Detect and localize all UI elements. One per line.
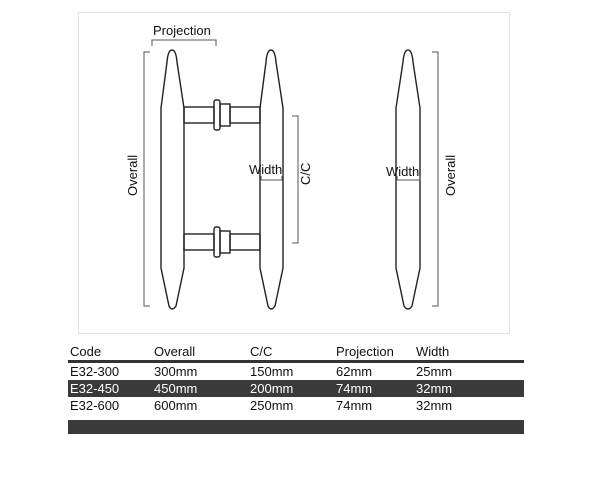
cell-projection: 62mm (336, 364, 373, 379)
table-row (68, 397, 524, 414)
upper-standoff (184, 100, 260, 130)
cell-projection: 74mm (336, 398, 373, 413)
cell-overall: 600mm (154, 398, 198, 413)
lower-standoff (184, 227, 260, 257)
cell-width: 32mm (416, 381, 453, 396)
cell-cc: 200mm (250, 381, 294, 396)
cell-code: E32-600 (70, 398, 120, 413)
cell-cc: 150mm (250, 364, 294, 379)
overall-right-dim-line (432, 52, 438, 306)
cell-code: E32-300 (70, 364, 120, 379)
header-width: Width (416, 344, 450, 359)
overall-right-label: Overall (443, 154, 458, 196)
width-right-label: Width (386, 164, 420, 179)
projection-dim-line (152, 40, 216, 46)
overall-left-label: Overall (125, 154, 140, 196)
overall-left-dim-line (144, 52, 150, 306)
table-row (68, 380, 524, 397)
cell-overall: 450mm (154, 381, 198, 396)
table-row (68, 363, 524, 380)
header-cc: C/C (250, 344, 273, 359)
header-overall: Overall (154, 344, 196, 359)
cell-cc: 250mm (250, 398, 294, 413)
cc-label: C/C (298, 162, 313, 185)
cell-width: 32mm (416, 398, 453, 413)
cell-projection: 74mm (336, 381, 373, 396)
header-projection: Projection (336, 344, 394, 359)
cell-overall: 300mm (154, 364, 198, 379)
projection-label: Projection (153, 23, 211, 38)
header-code: Code (70, 344, 102, 359)
spec-table (68, 344, 524, 434)
cell-code: E32-450 (70, 381, 120, 396)
left-bar (161, 50, 184, 309)
table-header (68, 344, 524, 360)
table-footer-bar (68, 420, 524, 434)
cell-width: 25mm (416, 364, 453, 379)
width-left-label: Width (249, 162, 283, 177)
